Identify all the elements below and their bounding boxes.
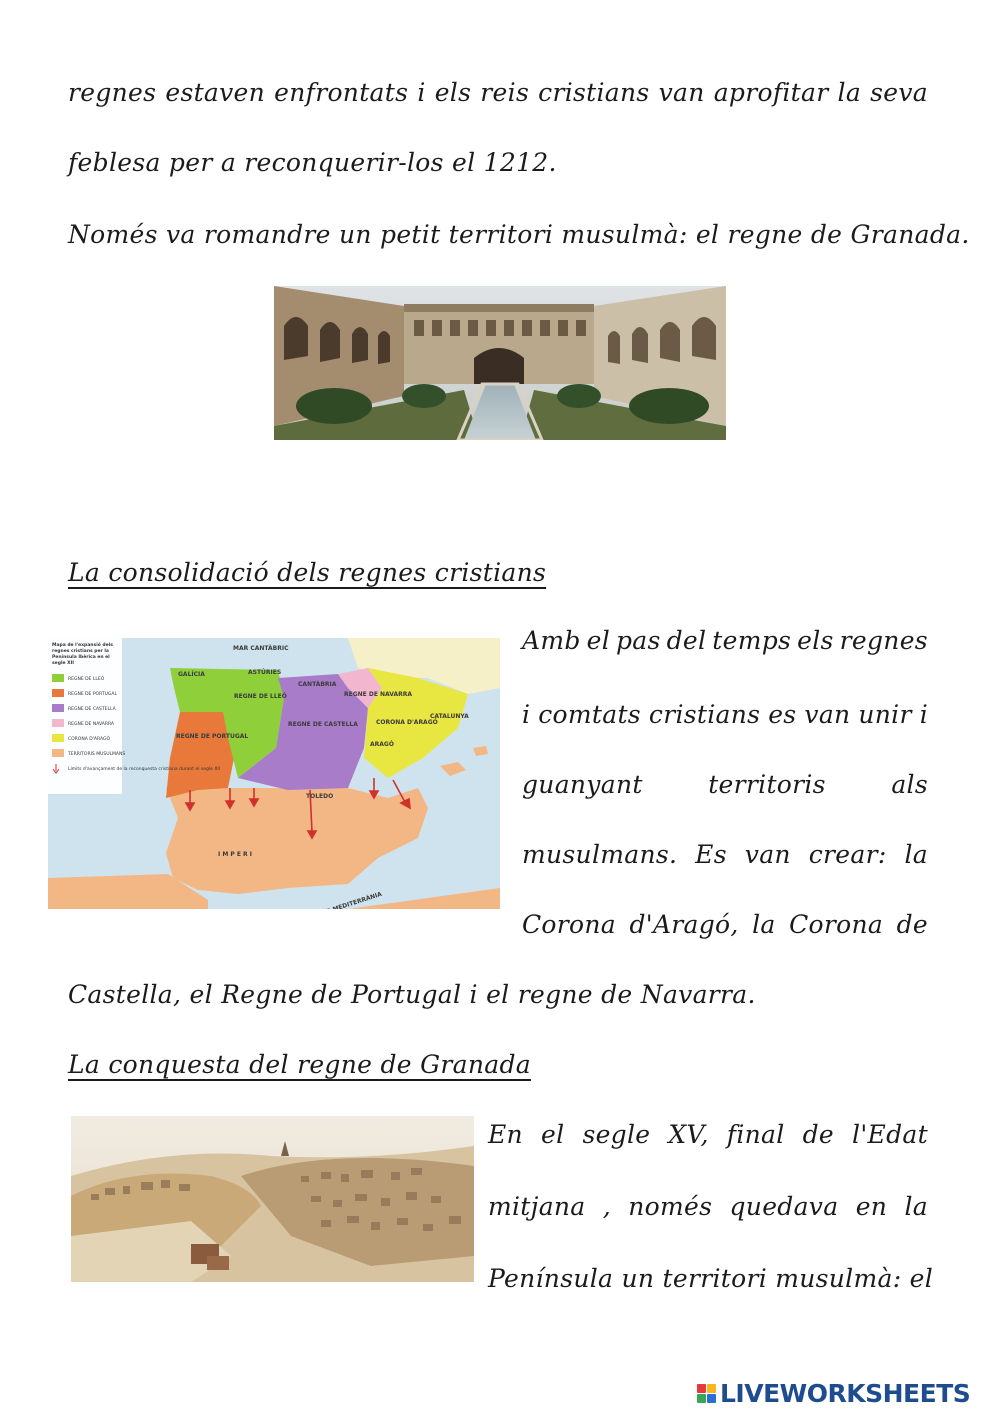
paragraph-word: regnes bbox=[68, 78, 157, 107]
section1-word: guanyant bbox=[522, 770, 643, 799]
legend-swatch bbox=[52, 704, 64, 712]
map-label-asturies: ASTÚRIES bbox=[248, 669, 282, 676]
section1-word: territoris bbox=[708, 770, 826, 799]
granada-city-illustration bbox=[71, 1116, 474, 1282]
legend-label: TERRITORIS MUSULMANS bbox=[68, 752, 126, 757]
map-label-castella: REGNE DE CASTELLA bbox=[288, 721, 358, 728]
section1-side-line bbox=[522, 840, 928, 869]
section1-word: la bbox=[752, 910, 776, 939]
liveworksheets-logo-mark bbox=[697, 1384, 716, 1403]
section1-word: Es bbox=[695, 840, 727, 869]
section1-word: van bbox=[804, 700, 851, 729]
map-label-portugal: REGNE DE PORTUGAL bbox=[176, 733, 249, 740]
section1-word: el bbox=[586, 626, 611, 655]
paragraph-line-2: feblesa per a reconquerir-los el 1212. bbox=[68, 148, 557, 177]
section2-word: XV, bbox=[668, 1120, 709, 1149]
section2-word: el bbox=[541, 1120, 565, 1149]
section1-word: als bbox=[891, 770, 928, 799]
section1-word: i bbox=[522, 700, 531, 729]
section2-word: l'Edat bbox=[852, 1120, 928, 1149]
map-label-catalunya: CATALUNYA bbox=[430, 713, 469, 720]
legend-label: REGNE DE PORTUGAL bbox=[68, 692, 118, 697]
map-label-sea-north: MAR CANTÀBRIC bbox=[233, 645, 289, 652]
legend-label: REGNE DE LLEÓ bbox=[68, 677, 105, 682]
section1-word: del bbox=[666, 626, 707, 655]
legend-label: REGNE DE NAVARRA bbox=[68, 722, 115, 727]
section1-word: els bbox=[797, 626, 834, 655]
logo-square bbox=[707, 1394, 716, 1403]
section1-word: i bbox=[919, 700, 928, 729]
map-label-leon: REGNE DE LLEÓ bbox=[234, 693, 287, 700]
map-label-empire: I M P E R I bbox=[218, 851, 252, 858]
map-label-arago-small: ARAGÓ bbox=[370, 741, 394, 748]
legend-label: Límits d'avançament de la reconquesta cristiana durant el segle XII bbox=[68, 767, 221, 772]
alcazar-courtyard-photo bbox=[274, 286, 726, 440]
logo-square bbox=[697, 1394, 706, 1403]
map-label-toledo: TOLEDO bbox=[306, 793, 334, 800]
paragraph-word: seva bbox=[870, 78, 928, 107]
section1-word: es bbox=[768, 700, 797, 729]
paragraph-word: van bbox=[658, 78, 705, 107]
section1-word: pas bbox=[616, 626, 661, 655]
section1-word: la bbox=[904, 840, 928, 869]
paragraph-word: la bbox=[837, 78, 862, 107]
paragraph-word: reis bbox=[480, 78, 530, 107]
legend-swatch bbox=[52, 674, 64, 682]
section-heading-consolidacio: La consolidació dels regnes cristians bbox=[68, 558, 547, 587]
section2-side-line bbox=[488, 1120, 928, 1149]
paragraph-word: enfrontats bbox=[274, 78, 409, 107]
paragraph-word: i bbox=[417, 78, 426, 107]
paragraph-line-3: Només va romandre un petit territori musulmà: el regne de Granada. bbox=[68, 220, 970, 249]
map-label-cantabria: CANTÀBRIA bbox=[298, 681, 337, 688]
section1-full-line: Castella, el Regne de Portugal i el regne de Navarra. bbox=[68, 980, 756, 1009]
logo-square bbox=[707, 1384, 716, 1393]
section2-word: , bbox=[602, 1192, 612, 1221]
iberian-peninsula-map bbox=[48, 638, 500, 909]
section2-word: de bbox=[802, 1120, 834, 1149]
section2-last-line-text: Península un territori musulmà: el bbox=[488, 1264, 934, 1293]
legend-label: CORONA D'ARAGÓ bbox=[68, 737, 110, 742]
paragraph-word: cristians bbox=[538, 78, 650, 107]
section2-last-line bbox=[488, 1264, 934, 1293]
map-legend-title: Mapa de l'expansió dels regnes cristians per la Península Ibèrica en el segle XII bbox=[52, 643, 113, 666]
section1-side-line bbox=[522, 626, 928, 655]
paragraph-line-1 bbox=[68, 78, 928, 107]
section2-word: només bbox=[628, 1192, 713, 1221]
section1-word: comtats bbox=[538, 700, 641, 729]
section2-word: final bbox=[726, 1120, 785, 1149]
section-heading-conquesta: La conquesta del regne de Granada bbox=[68, 1050, 531, 1079]
legend-swatch bbox=[52, 749, 64, 757]
paragraph-word: aprofitar bbox=[713, 78, 829, 107]
legend-swatch bbox=[52, 734, 64, 742]
section2-word: segle bbox=[582, 1120, 651, 1149]
legend-swatch bbox=[52, 689, 64, 697]
liveworksheets-brand-text: LIVEWORKSHEETS bbox=[720, 1378, 971, 1408]
section1-word: unir bbox=[858, 700, 912, 729]
section1-side-line bbox=[522, 910, 928, 939]
section1-word: regnes bbox=[839, 626, 928, 655]
map-label-galicia: GALÍCIA bbox=[178, 671, 205, 678]
section2-side-line bbox=[488, 1192, 928, 1221]
section1-side-line bbox=[522, 700, 928, 729]
legend-swatch bbox=[52, 719, 64, 727]
section2-word: en bbox=[855, 1192, 888, 1221]
section1-word: de bbox=[896, 910, 928, 939]
section1-side-line bbox=[522, 770, 928, 799]
section1-word: temps bbox=[712, 626, 792, 655]
section1-word: crear: bbox=[808, 840, 887, 869]
liveworksheets-logo[interactable] bbox=[697, 1378, 970, 1408]
section1-word: Corona bbox=[789, 910, 884, 939]
section1-word: d'Aragó, bbox=[629, 910, 739, 939]
section2-word: quedava bbox=[729, 1192, 839, 1221]
section2-word: En bbox=[488, 1120, 523, 1149]
section1-word: van bbox=[744, 840, 791, 869]
logo-square bbox=[697, 1384, 706, 1393]
map-label-arago: CORONA D'ARAGÓ bbox=[376, 719, 438, 726]
paragraph-word: els bbox=[434, 78, 472, 107]
section1-word: cristians bbox=[648, 700, 761, 729]
section2-word: la bbox=[904, 1192, 928, 1221]
section1-word: Amb bbox=[522, 626, 581, 655]
section2-word: mitjana bbox=[488, 1192, 586, 1221]
map-label-navarra: REGNE DE NAVARRA bbox=[344, 691, 413, 698]
section1-word: musulmans. bbox=[522, 840, 678, 869]
section1-word: Corona bbox=[522, 910, 616, 939]
paragraph-word: estaven bbox=[165, 78, 266, 107]
legend-label: REGNE DE CASTELLA bbox=[68, 707, 116, 712]
